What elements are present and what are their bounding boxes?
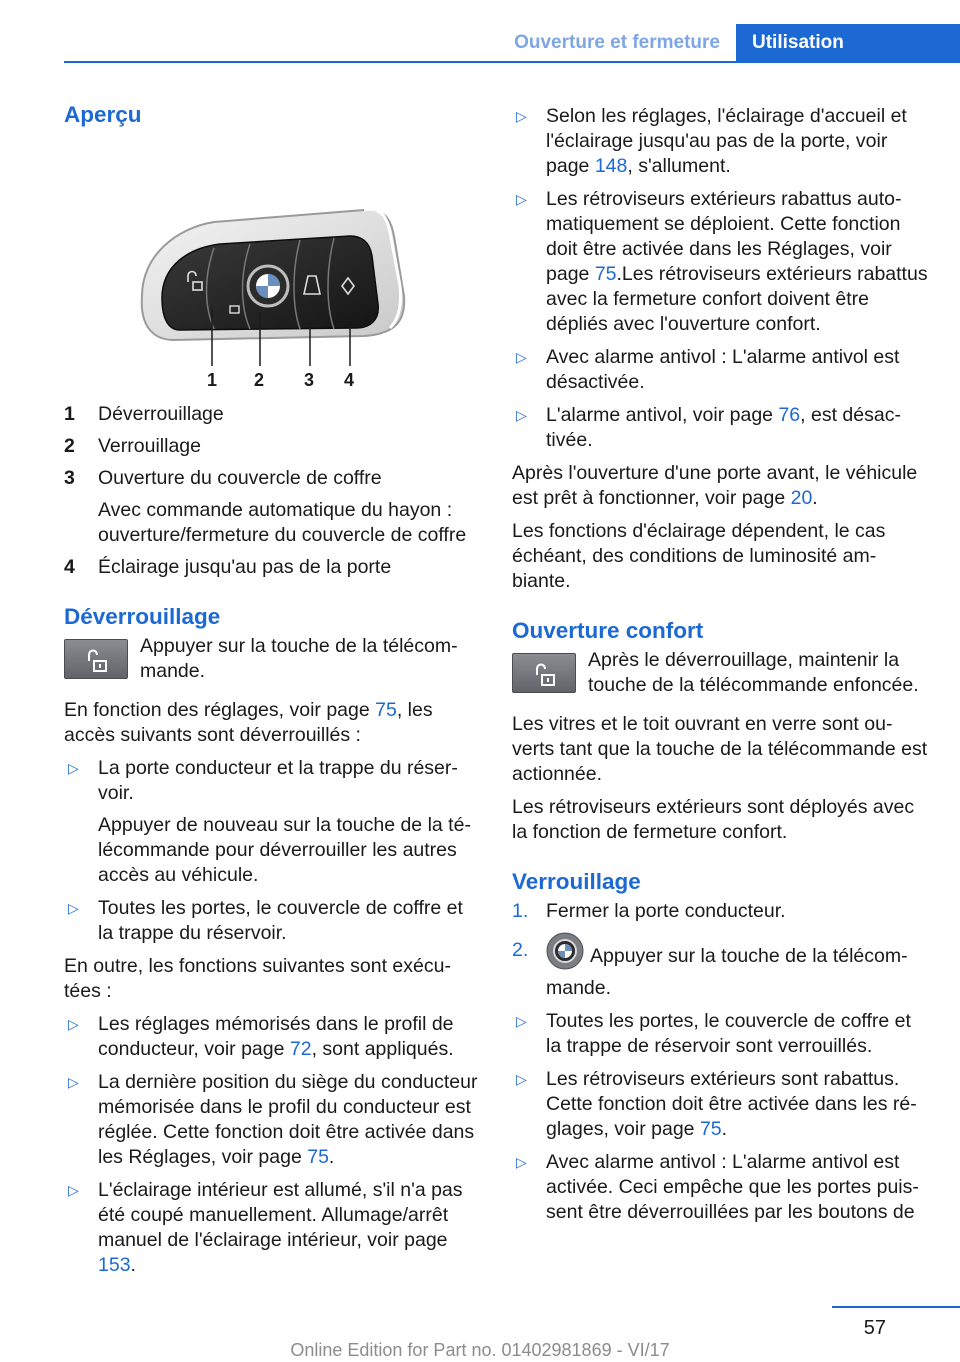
unlock-key-icon — [64, 639, 128, 679]
unlock-instruction-text: Appuyer sur la touche de la télécommande. — [140, 635, 458, 682]
bullet-text: Toutes les portes, le couvercle de coffre et la trappe de réservoir sont verrouillés. — [546, 1010, 911, 1057]
legend-item — [64, 434, 480, 459]
bullet-text: Toutes les portes, le couvercle de coffre et la trappe du réservoir. — [98, 897, 463, 944]
bullet-text: Les rétroviseurs extérieurs rabattus automatiquement se déploient. Cette fonction doit être activée dans les Réglages, voir page 75.Les rétroviseurs extérieurs rabattus avec la fermeture confort doivent être dépliés avec l'ouverture confort. — [546, 188, 928, 335]
bullet-triangle-icon: ▷ — [516, 1013, 527, 1029]
bullet-item — [64, 756, 480, 888]
legend-number: 1 — [64, 403, 75, 425]
unlock-intro: En fonction des réglages, voir page 75, les accès suivants sont déverrouillés : — [64, 699, 433, 746]
bullet-item — [64, 1178, 480, 1278]
legend-item — [64, 402, 480, 427]
comfort-paragraph-1: Les vitres et le toit ouvrant en verre sont ouverts tant que la touche de la télécommande est actionnée. — [512, 713, 928, 785]
page-link-153[interactable]: 153 — [98, 1254, 131, 1276]
comfort-instruction-text: Après le déverrouillage, maintenir la touche de la télécommande enfoncée. — [588, 649, 919, 696]
step-number: 2. — [512, 939, 529, 961]
legend-list — [64, 402, 480, 580]
bullet-triangle-icon: ▷ — [516, 1071, 527, 1087]
comfort-instruction — [512, 648, 928, 698]
page-link-75[interactable]: 75 — [594, 263, 617, 285]
page-link-75[interactable]: 75 — [375, 699, 397, 721]
step-item — [512, 899, 928, 924]
page-link-76[interactable]: 76 — [778, 404, 801, 426]
bullet-triangle-icon: ▷ — [516, 191, 527, 207]
lighting-paragraph: Les fonctions d'éclairage dépendent, le cas échéant, des conditions de luminosité ambiante. — [512, 520, 886, 592]
bullet-triangle-icon: ▷ — [516, 407, 527, 423]
header-chapter-tab: Utilisation — [736, 24, 960, 63]
bullet-item — [512, 187, 928, 337]
ready-paragraph: Après l'ouverture d'une porte avant, le véhicule est prêt à fonctionner, voir page 20. — [512, 462, 918, 509]
legend-text: Verrouillage — [98, 435, 201, 457]
bullet-text: La porte conducteur et la trappe du réservoir. — [98, 757, 458, 804]
comfort-paragraph-2: Les rétroviseurs extérieurs sont déployés avec la fonction de fermeture confort. — [512, 796, 915, 843]
legend-subtext: Avec commande automatique du hayon : ouverture/fermeture du couvercle de coffre — [98, 499, 467, 546]
header-rule — [64, 61, 960, 63]
step-item — [512, 938, 928, 1001]
lock-heading: Verrouillage — [512, 869, 641, 894]
left-column — [64, 100, 480, 1278]
bullet-triangle-icon: ▷ — [68, 1074, 79, 1090]
legend-item — [64, 466, 480, 548]
key-fob-figure — [64, 136, 480, 398]
bullet-text: L'éclairage intérieur est allumé, s'il n'a pas été coupé manuellement. Allumage/arrêt manuel de l'éclairage intérieur, voir page 153. — [98, 1179, 463, 1276]
page-link-148[interactable]: 148 — [594, 155, 628, 177]
overview-heading: Aperçu — [64, 102, 142, 127]
right-column — [512, 104, 928, 1225]
unlock-heading: Déverrouillage — [64, 604, 221, 629]
comfort-heading: Ouverture confort — [512, 618, 704, 643]
legend-text: Ouverture du couvercle de coffre — [98, 467, 382, 489]
bullet-text: Les réglages mémorisés dans le profil de conducteur, voir page 72, sont appliqués. — [98, 1013, 454, 1060]
bullet-item — [512, 1009, 928, 1059]
bullet-text: Avec alarme antivol : L'alarme antivol est activée. Ceci empêche que les portes puissent être déverrouillées par les boutons de — [546, 1151, 919, 1223]
callout-4: 4 — [344, 370, 355, 390]
callout-2: 2 — [254, 370, 265, 390]
bullet-text: Selon les réglages, l'éclairage d'accueil et l'éclairage jusqu'au pas de la porte, voir page 148, s'allument. — [546, 105, 907, 177]
bullet-triangle-icon: ▷ — [516, 349, 527, 365]
bullet-text: La dernière position du siège du conducteur mémorisée dans le profil du conducteur est réglée. Cette fonction doit être activée dans les Réglages, voir page 75. — [98, 1071, 478, 1168]
footer-rule — [832, 1306, 960, 1308]
legend-number: 2 — [64, 435, 75, 457]
bullet-item — [64, 1012, 480, 1062]
header-section-tab: Ouverture et fermeture — [514, 32, 720, 53]
bullet-text: L'alarme antivol, voir page 76, est désactivée. — [546, 404, 901, 451]
bullet-text: Les rétroviseurs extérieurs sont rabattus. Cette fonction doit être activée dans les réglages, voir page 75. — [546, 1068, 917, 1140]
bullet-item — [512, 1067, 928, 1142]
step-number: 1. — [512, 900, 529, 922]
bullet-triangle-icon: ▷ — [68, 1016, 79, 1032]
legend-number: 3 — [64, 467, 75, 489]
callout-3: 3 — [304, 370, 315, 390]
bullet-item — [64, 896, 480, 946]
also-paragraph: En outre, les fonctions suivantes sont exécutées : — [64, 955, 451, 1002]
unlock-instruction — [64, 634, 480, 684]
key-fob-illustration — [64, 136, 480, 398]
bullet-item — [512, 345, 928, 395]
bullet-item — [64, 1070, 480, 1170]
step-text: Appuyer sur la touche de la télécommande. — [546, 938, 928, 1001]
bmw-button-icon — [546, 932, 584, 970]
legend-text: Déverrouillage — [98, 403, 224, 425]
page-link-75[interactable]: 75 — [699, 1118, 722, 1140]
bullet-text: Avec alarme antivol : L'alarme antivol est désactivée. — [546, 346, 900, 393]
bullet-triangle-icon: ▷ — [68, 900, 79, 916]
step-text: Fermer la porte conducteur. — [546, 900, 786, 922]
page-link-20[interactable]: 20 — [790, 487, 813, 509]
bullet-item — [512, 1150, 928, 1225]
unlock-key-icon — [512, 653, 576, 693]
bullet-triangle-icon: ▷ — [516, 108, 527, 124]
edition-footer: Online Edition for Part no. 01402981869 - VI/17 — [290, 1340, 670, 1360]
page-link-72[interactable]: 72 — [289, 1038, 312, 1060]
legend-text: Éclairage jusqu'au pas de la porte — [98, 556, 392, 578]
bullet-item — [512, 403, 928, 453]
lock-steps — [512, 899, 928, 1001]
page-link-75[interactable]: 75 — [307, 1146, 329, 1168]
bullet-item — [512, 104, 928, 179]
bullet-triangle-icon: ▷ — [68, 1182, 79, 1198]
bullet-triangle-icon: ▷ — [516, 1154, 527, 1170]
bullet-subtext: Appuyer de nouveau sur la touche de la télécommande pour déverrouiller les autres accès au véhicule. — [98, 814, 471, 886]
legend-number: 4 — [64, 556, 75, 578]
bullet-triangle-icon: ▷ — [68, 760, 79, 776]
legend-item — [64, 555, 480, 580]
callout-1: 1 — [207, 370, 218, 390]
page-number: 57 — [863, 1317, 886, 1339]
